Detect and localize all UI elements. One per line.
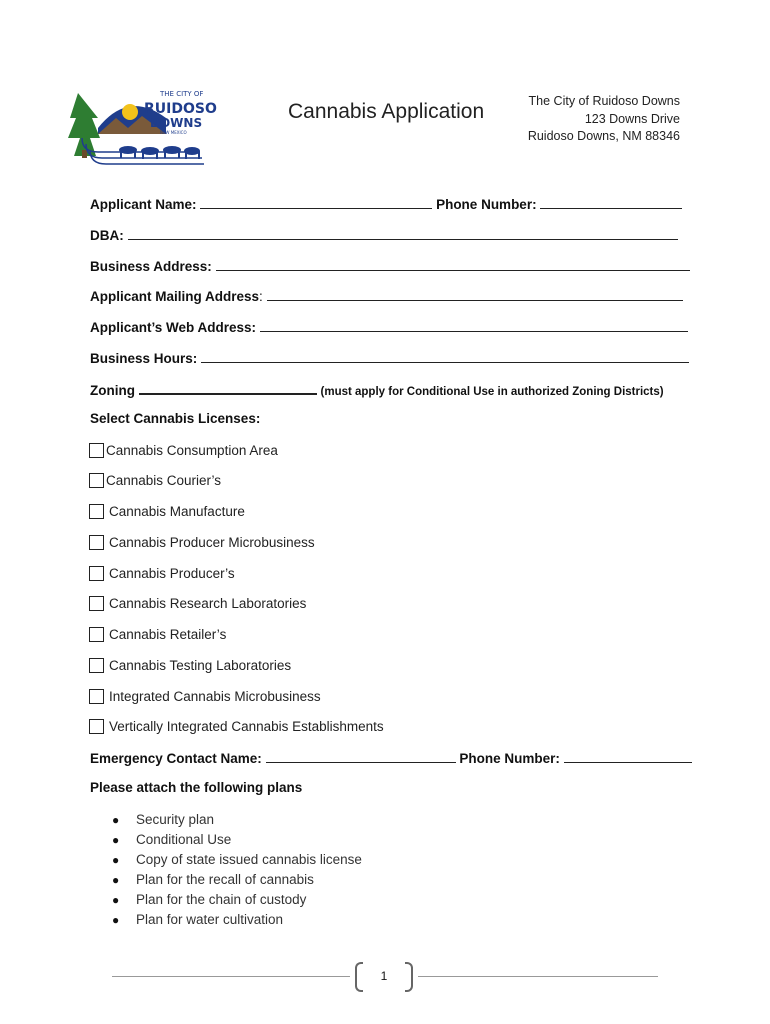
mailing-address-row: [90, 287, 683, 304]
web-address-label: Applicant’s Web Address:: [90, 320, 257, 335]
list-item: [112, 850, 362, 870]
dba-label: DBA:: [90, 228, 124, 243]
checkbox[interactable]: [89, 719, 104, 734]
license-label: Cannabis Consumption Area: [106, 442, 278, 458]
list-item: [112, 830, 362, 850]
city-logo: [68, 88, 217, 168]
list-item: [112, 910, 362, 930]
checkbox[interactable]: [89, 443, 104, 458]
business-address-field[interactable]: [216, 257, 690, 271]
emergency-phone-label: Phone Number:: [459, 751, 560, 766]
city-address: [528, 93, 680, 146]
address-line-2: 123 Downs Drive: [584, 111, 680, 126]
license-option-producers[interactable]: [89, 563, 235, 583]
license-label: Cannabis Retailer’s: [109, 626, 227, 642]
web-address-field[interactable]: [260, 318, 688, 332]
phone-number-label: Phone Number:: [436, 197, 537, 212]
business-address-label: Business Address:: [90, 259, 212, 274]
plan-label: Security plan: [136, 812, 215, 827]
mailing-address-field[interactable]: [267, 287, 683, 301]
license-option-vertically-integrated[interactable]: [89, 716, 384, 736]
license-label: Cannabis Testing Laboratories: [109, 657, 292, 673]
zoning-label: Zoning: [90, 383, 135, 398]
applicant-name-label: Applicant Name:: [90, 197, 197, 212]
checkbox[interactable]: [89, 566, 104, 581]
license-option-research-laboratories[interactable]: [89, 593, 306, 613]
svg-text:THE CITY OF: THE CITY OF: [160, 90, 204, 98]
mailing-address-colon: :: [259, 289, 263, 304]
zoning-row: [90, 380, 664, 398]
license-option-testing-laboratories[interactable]: [89, 655, 291, 675]
address-line-1: The City of Ruidoso Downs: [528, 94, 680, 108]
checkbox[interactable]: [89, 504, 104, 519]
license-option-integrated-microbusiness[interactable]: [89, 686, 321, 706]
page-title: Cannabis Application: [288, 100, 485, 123]
license-label: Vertically Integrated Cannabis Establishments: [109, 718, 384, 734]
svg-text:DOWNS: DOWNS: [150, 116, 203, 130]
emergency-phone-field[interactable]: [564, 749, 692, 763]
bullet-icon: ●: [112, 833, 120, 847]
phone-number-field[interactable]: [540, 195, 682, 209]
license-label: Integrated Cannabis Microbusiness: [109, 688, 321, 704]
business-address-row: [90, 257, 690, 274]
checkbox[interactable]: [89, 596, 104, 611]
checkbox[interactable]: [89, 535, 104, 550]
select-licenses-heading: Select Cannabis Licenses:: [90, 411, 261, 426]
license-label: Cannabis Producer Microbusiness: [109, 534, 315, 550]
license-option-producer-microbusiness[interactable]: [89, 532, 315, 552]
checkbox[interactable]: [89, 689, 104, 704]
mailing-address-label: Applicant Mailing Address: [90, 289, 260, 304]
dba-field[interactable]: [128, 226, 678, 240]
list-item: [112, 890, 362, 910]
svg-text:NEW MEXICO: NEW MEXICO: [160, 130, 187, 135]
license-label: Cannabis Courier’s: [106, 472, 222, 488]
plan-label: Conditional Use: [136, 832, 232, 847]
emergency-contact-label: Emergency Contact Name:: [90, 751, 262, 766]
web-address-row: [90, 318, 688, 335]
business-hours-field[interactable]: [201, 349, 689, 363]
footer-divider-right: [418, 976, 658, 977]
page-number: 1: [380, 969, 388, 983]
license-label: Cannabis Research Laboratories: [109, 595, 307, 611]
svg-text:RUIDOSO: RUIDOSO: [144, 101, 217, 117]
bullet-icon: ●: [112, 893, 120, 907]
plan-label: Plan for the chain of custody: [136, 892, 307, 907]
zoning-field[interactable]: [139, 380, 317, 395]
plan-label: Plan for the recall of cannabis: [136, 872, 314, 887]
plans-list: [112, 810, 362, 930]
footer-divider-left: [112, 976, 350, 977]
attach-plans-heading: Please attach the following plans: [90, 780, 303, 795]
applicant-name-row: [90, 195, 682, 212]
business-hours-row: [90, 349, 689, 366]
bullet-icon: ●: [112, 873, 120, 887]
emergency-contact-row: [90, 749, 692, 766]
business-hours-label: Business Hours:: [90, 351, 198, 366]
license-label: Cannabis Producer’s: [109, 565, 235, 581]
list-item: [112, 810, 362, 830]
checkbox[interactable]: [89, 627, 104, 642]
address-line-3: Ruidoso Downs, NM 88346: [527, 129, 680, 143]
license-option-retailers[interactable]: [89, 624, 226, 644]
bullet-icon: ●: [112, 853, 120, 867]
checkbox[interactable]: [89, 473, 104, 488]
license-option-couriers[interactable]: [89, 470, 221, 490]
dba-row: [90, 226, 678, 243]
license-option-manufacture[interactable]: [89, 501, 245, 521]
checkbox[interactable]: [89, 658, 104, 673]
plan-label: Plan for water cultivation: [136, 912, 284, 927]
list-item: [112, 870, 362, 890]
plan-label: Copy of state issued cannabis license: [136, 852, 362, 867]
bullet-icon: ●: [112, 813, 120, 827]
license-label: Cannabis Manufacture: [109, 503, 245, 519]
emergency-contact-field[interactable]: [266, 749, 456, 763]
zoning-note: (must apply for Conditional Use in authorized Zoning Districts): [320, 386, 664, 398]
applicant-name-field[interactable]: [200, 195, 432, 209]
license-option-consumption-area[interactable]: [89, 440, 278, 460]
bullet-icon: ●: [112, 913, 120, 927]
